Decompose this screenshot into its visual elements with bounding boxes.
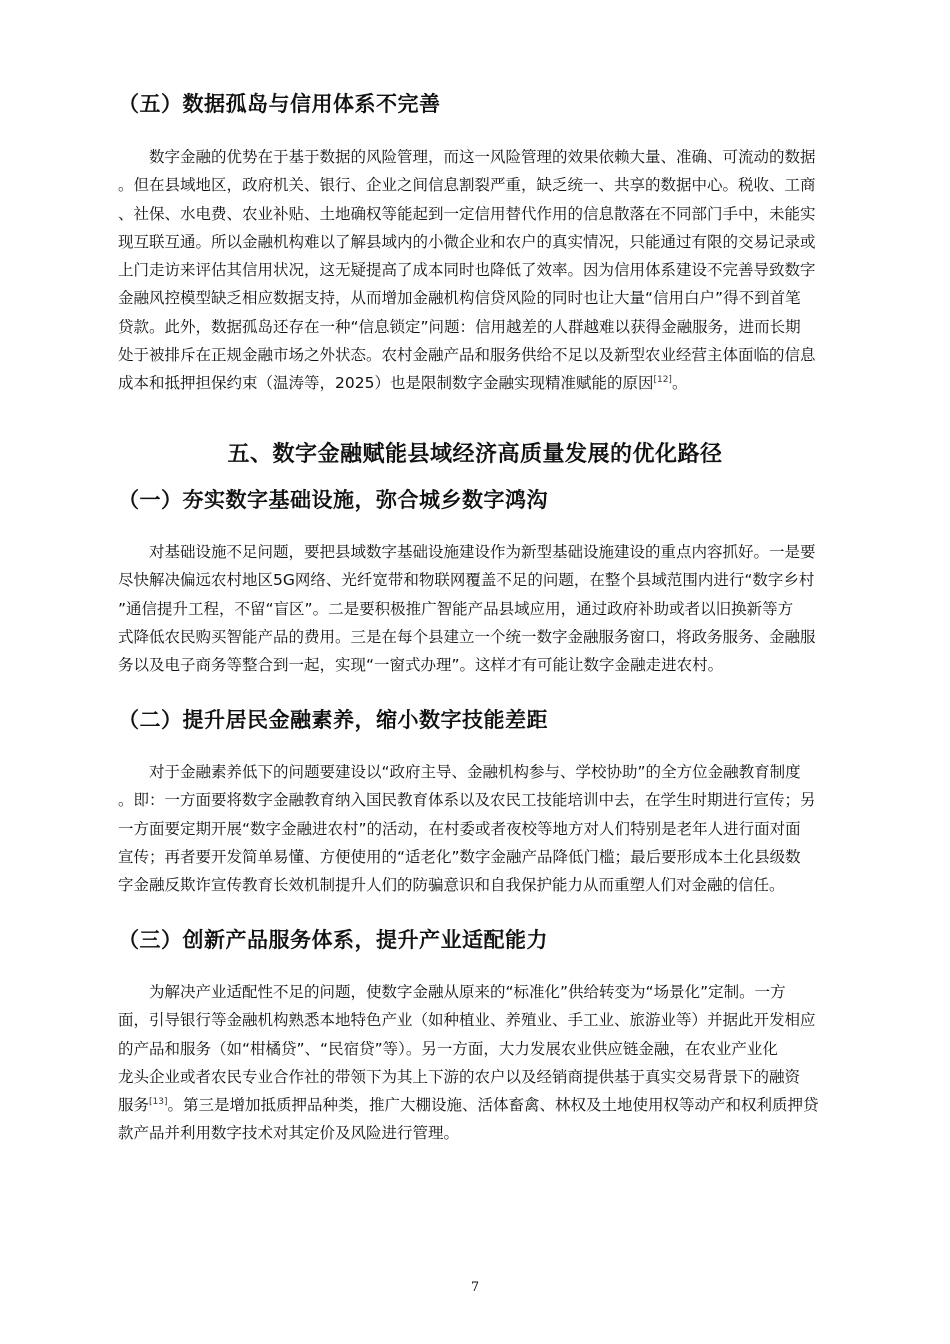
text-line: 尽快解决偏远农村地区5G网络、光纤宽带和物联网覆盖不足的问题，在整个县域范围内进行“数字乡村 [118,571,815,590]
text-line-with-citation [118,1091,858,1119]
text-line: 面，引导银行等金融机构熟悉本地特色产业（如种植业、养殖业、手工业、旅游业等）并据此开发相应 [118,1011,816,1030]
paragraph-infrastructure [118,538,858,679]
section-heading-product-innovation: （三）创新产品服务体系，提升产业适配能力 [118,928,548,952]
section-heading-infrastructure: （一）夯实数字基础设施，弥合城乡数字鸿沟 [118,488,548,512]
text-line: 处于被排斥在正规金融市场之外状态。农村金融产品和服务供给不足以及新型农业经营主体面临的信息 [118,346,816,365]
text-line: 款产品并利用数字技术对其定价及风险进行管理。 [118,1124,460,1143]
text-line: 成本和抵押担保约束（温涛等，2025）也是限制数字金融实现精准赋能的原因 [118,374,654,393]
chapter-heading: 五、数字金融赋能县域经济高质量发展的优化路径 [227,442,723,467]
text-line: 上门走访来评估其信用状况，这无疑提高了成本同时也降低了效率。因为信用体系建设不完善导致数字 [118,261,816,280]
text-line: 。即：一方面要将数字金融教育纳入国民教育体系以及农民工技能培训中去，在学生时期进行宣传；另 [118,791,816,810]
text-line: 式降低农民购买智能产品的费用。三是在每个县建立一个统一数字金融服务窗口，将政务服务、金融服 [118,627,816,646]
text-tail: 。 [671,374,688,393]
section-heading-data-silos: （五）数据孤岛与信用体系不完善 [118,92,441,116]
text-line: 。但在县域地区，政府机关、银行、企业之间信息割裂严重，缺乏统一、共享的数据中心。税收、工商 [118,176,816,195]
text-line: 字金融反欺诈宣传教育长效机制提升人们的防骗意识和自我保护能力从而重塑人们对金融的信任。 [118,876,785,895]
text-line: 的产品和服务（如“柑橘贷”、“民宿贷”等）。另一方面，大力发展农业供应链金融，在农业产业化 [118,1039,778,1058]
text-line: 龙头企业或者农民专业合作社的带领下为其上下游的农户以及经销商提供基于真实交易背景下的融资 [118,1067,801,1086]
text-line: 一方面要定期开展“数字金融进农村”的活动，在村委或者夜校等地方对人们特别是老年人进行面对面 [118,819,801,838]
text-line: 现互联互通。所以金融机构难以了解县域内的小微企业和农户的真实情况，只能通过有限的交易记录或 [118,232,816,251]
text-line: 、社保、水电费、农业补贴、土地确权等能起到一定信用替代作用的信息散落在不同部门手中，未能实 [118,204,816,223]
text-line: 务以及电子商务等整合到一起，实现“一窗式办理”。这样才有可能让数字金融走进农村。 [118,656,724,675]
text-line: 对于金融素养低下的问题要建设以“政府主导、金融机构参与、学校协助”的全方位金融教育制度 [149,763,801,781]
text-head: 服务 [118,1096,150,1115]
citation-ref: [13] [149,1097,168,1108]
text-line: ”通信提升工程，不留“盲区”。二是要积极推广智能产品县域应用，通过政府补助或者以旧换新等方 [118,599,794,618]
text-line: 为解决产业适配性不足的问题，使数字金融从原来的“标准化”供给转变为“场景化”定制。一方 [149,983,786,1001]
text-line: 金融风控模型缺乏相应数据支持，从而增加金融机构信贷风险的同时也让大量“信用白户”得不到首笔 [118,289,801,308]
section-heading-financial-literacy: （二）提升居民金融素养，缩小数字技能差距 [118,708,548,732]
text-line: 宣传；再者要开发简单易懂、方便使用的“适老化”数字金融产品降低门槛；最后要形成本土化县级数 [118,847,801,866]
paragraph-financial-literacy [118,758,858,899]
text-line-with-citation [118,369,858,397]
text-line: 贷款。此外，数据孤岛还存在一种“信息锁定”问题：信用越差的人群越难以获得金融服务，进而长期 [118,317,801,336]
citation-ref: [12] [653,375,672,386]
text-tail: 。第三是增加抵质押品种类，推广大棚设施、活体畜禽、林权及土地使用权等动产和权利质押贷 [167,1096,819,1115]
page-number: 7 [470,1280,480,1295]
text-line: 数字金融的优势在于基于数据的风险管理，而这一风险管理的效果依赖大量、准确、可流动的数据 [149,148,816,166]
text-line: 对基础设施不足问题，要把县域数字基础设施建设作为新型基础设施建设的重点内容抓好。一是要 [149,543,816,561]
paragraph-product-innovation [118,978,858,1148]
paragraph-data-silos [118,143,858,398]
